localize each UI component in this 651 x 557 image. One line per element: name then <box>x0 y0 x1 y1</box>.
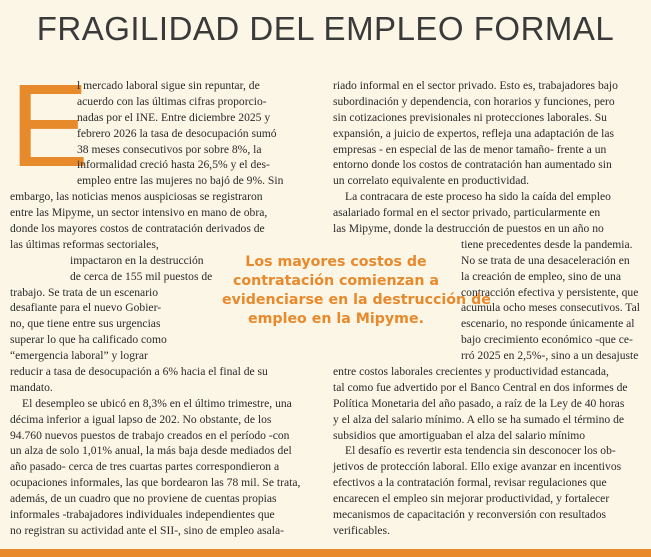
left-column-line: nadas por el INE. Entre diciembre 2025 y <box>77 110 271 124</box>
right-column-line: y el alza del salario mínimo. A ello se ha sumado el término de <box>333 412 625 426</box>
left-column-line: de cerca de 155 mil puestos de <box>70 269 213 283</box>
right-column-line: expansión, a juicio de expertos, refleja una adaptación de las <box>333 126 615 140</box>
left-column-line: trabajo. Se trata de un escenario <box>10 285 159 299</box>
left-column-line: acuerdo con las últimas cifras proporcio- <box>77 94 267 108</box>
right-column-line: La contracara de este proceso ha sido la caída del empleo <box>345 190 611 204</box>
right-column-line: un correlato equivalente en productividad. <box>333 174 530 188</box>
left-column-line: desafiante para el nuevo Gobier- <box>10 301 162 315</box>
left-column-line: mandato. <box>10 380 53 394</box>
pull-quote <box>222 253 491 329</box>
right-column-line: la creación de empleo, sino de una <box>461 269 621 283</box>
right-column-line: encarecen el empleo sin mejorar productividad, y fortalecer <box>333 492 610 506</box>
left-column-line: ocupaciones informales, las que bordearon las 78 mil. Se trata, <box>10 476 301 490</box>
right-column-line: escenario, no responde únicamente al <box>461 317 635 331</box>
left-column-line: un alza de solo 1,01% anual, la más baja desde mediados del <box>10 444 292 458</box>
right-column-line: tal como fue advertido por el Banco Central en dos informes de <box>333 380 628 394</box>
left-column-line: embargo, las noticias menos auspiciosas se registraron <box>10 190 263 204</box>
right-column-line: Política Monetaria del año pasado, a raíz de la Ley de 40 horas <box>333 396 625 410</box>
article-title: FRAGILIDAD DEL EMPLEO FORMAL <box>36 10 615 47</box>
left-column-line: informales -trabajadores individuales independientes que <box>10 508 275 522</box>
right-column-line: jetivos de protección laboral. Ello exige avanzar en incentivos <box>333 460 622 474</box>
right-column-line: No se trata de una desaceleración en <box>461 253 630 267</box>
left-column-line: no, que tiene entre sus urgencias <box>10 317 161 331</box>
left-column-line: impactaron en la destrucción <box>70 253 204 267</box>
right-column-line: acumula ocho meses consecutivos. Tal <box>461 301 640 315</box>
right-column-line: las Mipyme, donde la destrucción de puestos en un año no <box>333 222 604 236</box>
right-column-line: El desafío es revertir esta tendencia sin desconocer los ob- <box>345 444 616 458</box>
left-column-line: informalidad creció hasta 26,5% y el des- <box>77 158 270 172</box>
right-column-line: riado informal en el sector privado. Esto es, trabajadores bajo <box>333 79 618 92</box>
left-column-line: entre las Mipyme, un sector intensivo en mano de obra, <box>10 206 268 220</box>
bottom-accent-bar <box>0 549 651 557</box>
left-column-line: empleo entre las mujeres no bajó de 9%. Sin <box>77 174 284 188</box>
right-column-line: subordinación y dependencia, con horarios y funciones, pero <box>333 94 615 108</box>
right-column-line: subsidios que amortiguaban el alza del salario mínimo <box>333 428 586 442</box>
right-column-line: sin cotizaciones previsionales ni protecciones laborales. Su <box>333 110 607 124</box>
drop-cap: E <box>10 60 89 192</box>
pull-quote-line: contratación comienzan a <box>233 273 439 289</box>
left-column-line: 94.760 nuevos puestos de trabajo creados en el período -con <box>10 428 290 442</box>
right-column-line: bajo crecimiento económico -que ce- <box>461 333 633 347</box>
right-column-line: rró 2025 en 2,5%-, sino a un desajuste <box>461 349 639 363</box>
right-column-line: tiene precedentes desde la pandemia. <box>461 237 633 251</box>
right-column-line: contracción efectiva y persistente, que <box>461 285 639 299</box>
right-column-line: entre costos laborales crecientes y productividad estancada, <box>333 365 609 379</box>
left-column-line: no registran su actividad ante el SII-, sino de empleo asala- <box>10 523 284 537</box>
right-column-line: mecanismos de capacitación y reconversión con resultados <box>333 508 606 522</box>
left-column-line: reducir a tasa de desocupación a 6% hacia el final de su <box>10 365 268 379</box>
right-column-line: verificables. <box>333 523 390 537</box>
right-column-line: empresas - en especial de las de menor tamaño- frente a un <box>333 142 607 156</box>
pull-quote-line: evidenciarse en la destrucción de <box>222 292 491 308</box>
left-column-line: décima inferior a igual lapso de 202. No obstante, de los <box>10 412 272 426</box>
left-column-line: año pasado- cerca de tres cuartas partes correspondieron a <box>10 460 280 474</box>
right-column-line: entorno donde los costos de contratación han aumentado sin <box>333 158 612 172</box>
left-column-line: febrero 2026 la tasa de desocupación sumó <box>77 126 277 140</box>
right-column-line: efectivos a la contratación formal, revisar regulaciones que <box>333 476 607 490</box>
right-column-line: asalariado formal en el sector privado, particularmente en <box>333 206 601 220</box>
left-column-line: l mercado laboral sigue sin repuntar, de <box>77 79 260 92</box>
left-column-line: El desempleo se ubicó en 8,3% en el último trimestre, una <box>22 396 292 410</box>
left-column-line: superar lo que ha calificado como <box>10 333 167 347</box>
left-column-line: además, de un cuadro que no proviene de cuentas propias <box>10 492 277 506</box>
left-column-line: las últimas reformas sectoriales, <box>10 237 159 251</box>
left-column-line: “emergencia laboral” y lograr <box>10 349 148 363</box>
left-column-line: 38 meses consecutivos por sobre 8%, la <box>77 142 262 156</box>
left-column-line: donde los mayores costos de contratación derivados de <box>10 222 265 236</box>
pull-quote-line: Los mayores costos de <box>245 254 427 270</box>
pull-quote-line: empleo en la Mipyme. <box>248 311 424 327</box>
